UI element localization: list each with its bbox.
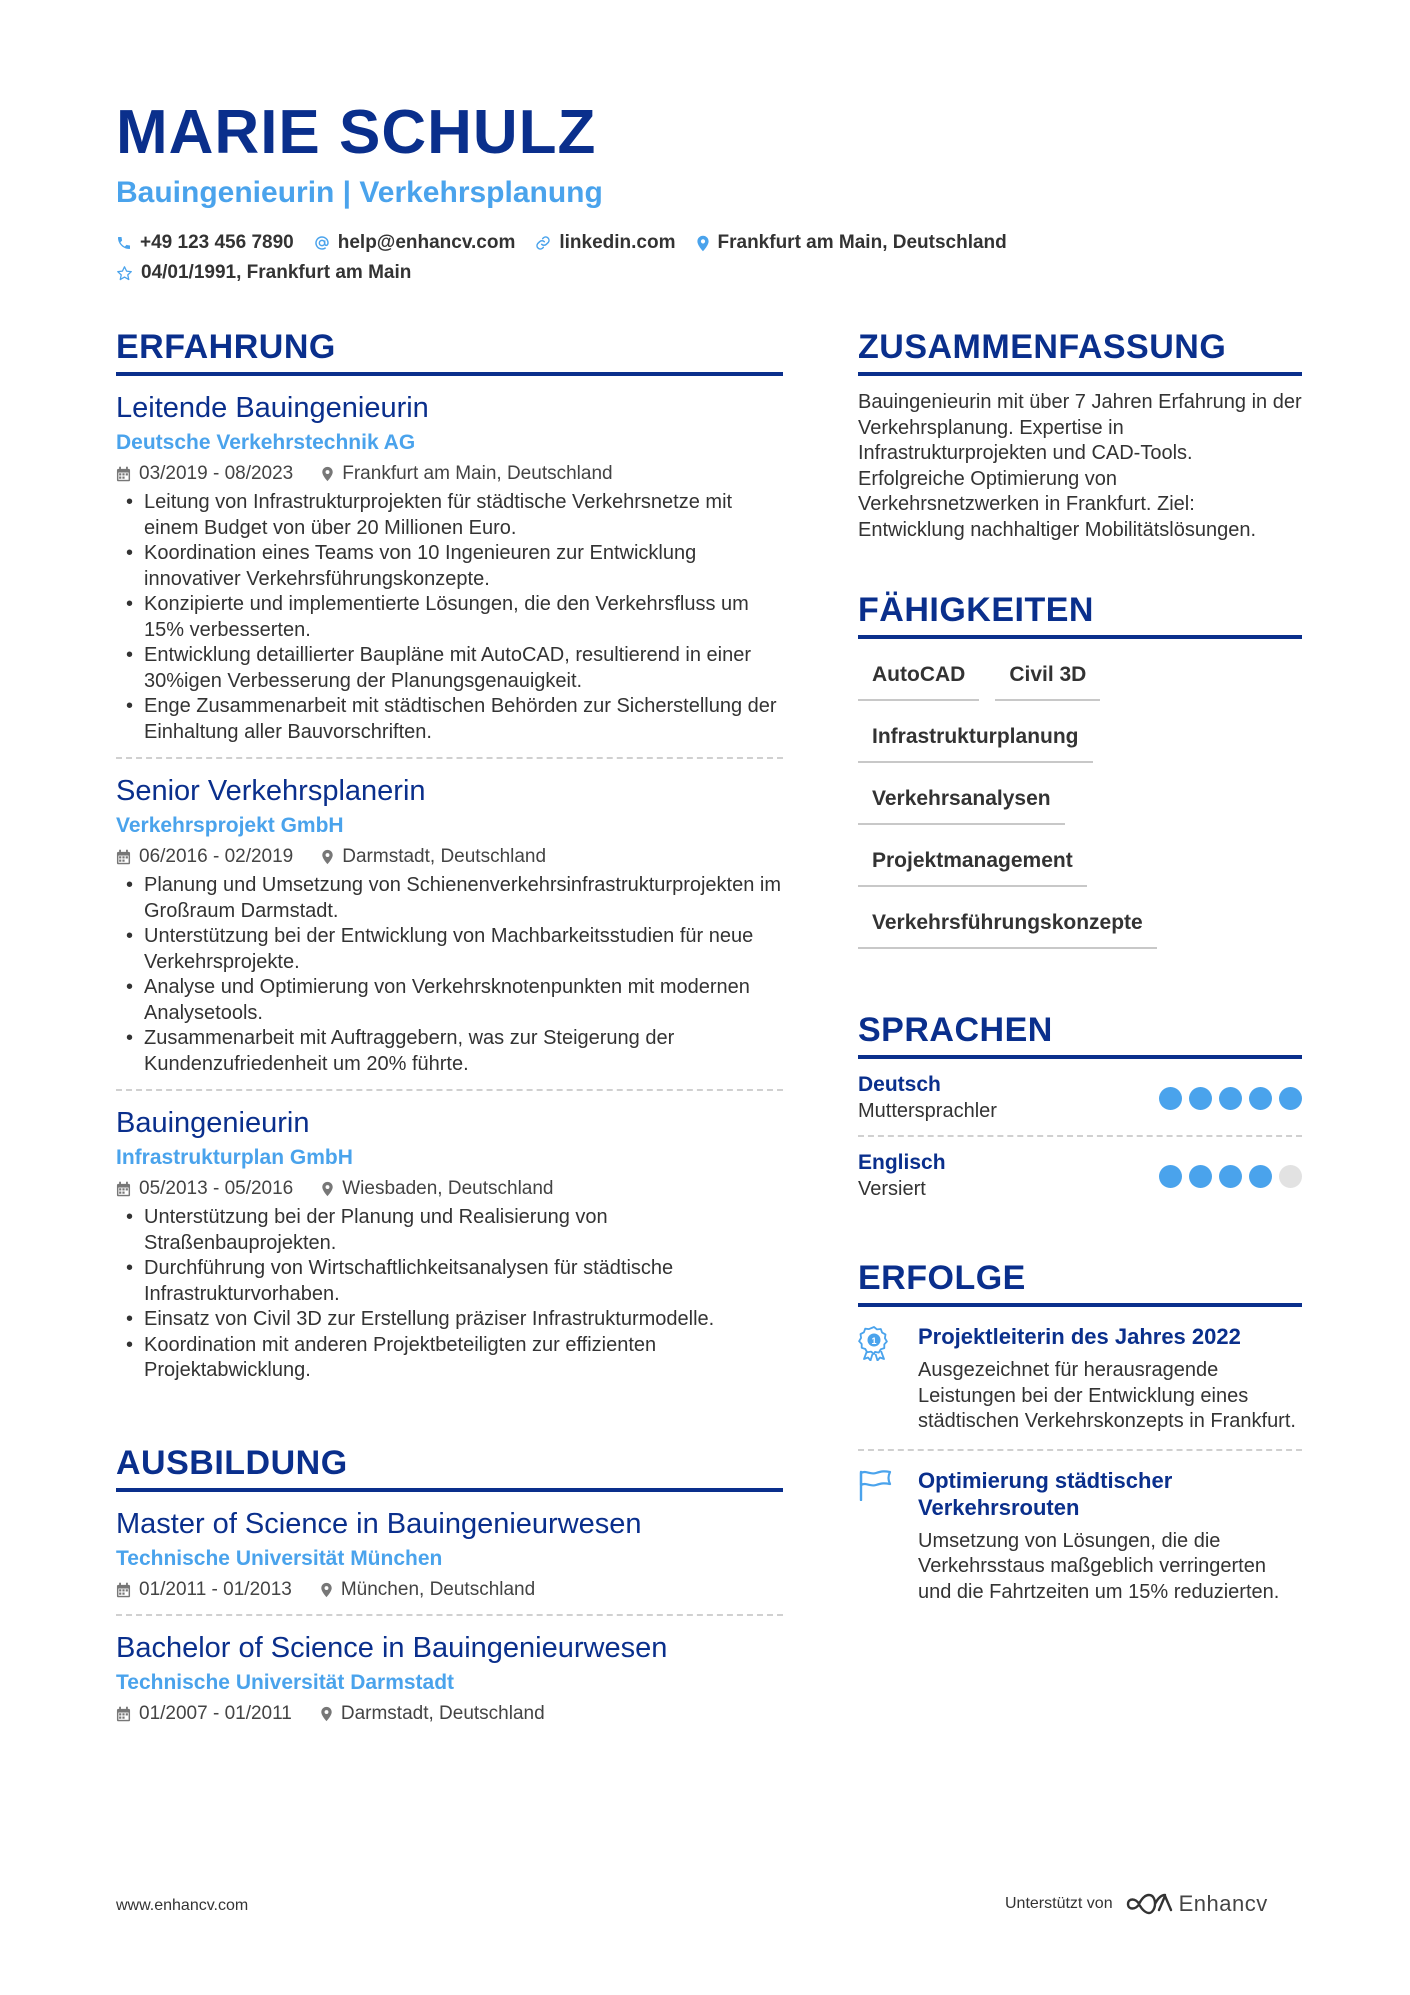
language-rating (1152, 1165, 1302, 1188)
calendar-icon (116, 1582, 131, 1598)
job-title: Leitende Bauingenieurin (116, 392, 429, 424)
contact-info (116, 228, 1316, 288)
rating-dot-filled (1159, 1087, 1182, 1110)
experience-heading: ERFAHRUNG (116, 326, 783, 376)
school-name: Technische Universität Darmstadt (116, 1670, 455, 1694)
location-pin-icon (320, 1582, 333, 1598)
achievement-description: Umsetzung von Lösungen, die die Verkehrsstaus maßgeblich verringerten und die Fahrtzeiten um 15% reduzierten. (918, 1529, 1280, 1603)
location-pin-icon (320, 1706, 333, 1722)
calendar-icon (116, 1706, 131, 1722)
job-meta (116, 843, 783, 871)
job-company: Verkehrsprojekt GmbH (116, 814, 344, 837)
language-level: Muttersprachler (858, 1100, 997, 1122)
summary-heading: ZUSAMMENFASSUNG (858, 326, 1302, 376)
left-column (116, 326, 783, 1738)
experience-section (116, 326, 783, 1396)
languages-heading: SPRACHEN (858, 1009, 1302, 1059)
candidate-name: MARIE SCHULZ (116, 98, 597, 167)
job-dates: 05/2013 - 05/2016 (139, 1178, 294, 1199)
location-text: Frankfurt am Main, Deutschland (717, 232, 1007, 253)
svg-text:1: 1 (871, 1336, 877, 1346)
bullet-item: • Konzipierte und implementierte Lösungen, die den Verkehrsfluss um 15% verbesserten. (116, 592, 783, 643)
phone-text: +49 123 456 7890 (140, 232, 294, 253)
bullet-item: • Koordination mit anderen Projektbeteiligten zur effizienten Projektabwicklung. (116, 1333, 783, 1384)
job-location: Wiesbaden, Deutschland (342, 1178, 554, 1199)
email-text: help@enhancv.com (337, 232, 516, 253)
rating-dot-filled (1189, 1165, 1212, 1188)
rating-dot-filled (1249, 1165, 1272, 1188)
skill-tag: AutoCAD (858, 655, 979, 701)
education-dates: 01/2007 - 01/2011 (139, 1702, 292, 1724)
at-icon (314, 235, 330, 251)
education-meta (116, 1576, 783, 1604)
bullet-item: • Enge Zusammenarbeit mit städtischen Behörden zur Sicherstellung der Einhaltung aller Bauvorschriften. (116, 694, 783, 745)
education-location: München, Deutschland (340, 1578, 536, 1600)
footer-powered-by (1005, 1890, 1268, 1918)
footer-website[interactable]: www.enhancv.com (116, 1897, 249, 1914)
bullet-item: • Unterstützung bei der Planung und Realisierung von Straßenbauprojekten. (116, 1205, 783, 1256)
education-meta (116, 1700, 783, 1728)
languages-section (858, 1009, 1302, 1213)
job-meta (116, 460, 783, 488)
bullet-item: • Unterstützung bei der Entwicklung von Machbarkeitsstudien für neue Verkehrsprojekte. (116, 924, 783, 975)
skills-list (858, 655, 1302, 965)
education-section (116, 1442, 783, 1738)
bullet-item: • Entwicklung detaillierter Baupläne mit AutoCAD, resultierend in einer 30%igen Verbesserung der Planungsgenauigkeit. (116, 643, 783, 694)
job-meta (116, 1175, 783, 1203)
job-location: Darmstadt, Deutschland (342, 846, 547, 867)
rating-dot-filled (1159, 1165, 1182, 1188)
skill-tag: Verkehrsanalysen (858, 779, 1065, 825)
email-item[interactable] (314, 232, 516, 254)
calendar-icon (116, 466, 131, 482)
rating-dot-filled (1219, 1165, 1242, 1188)
achievement-entry (858, 1451, 1302, 1620)
rating-dot-filled (1249, 1087, 1272, 1110)
education-heading: AUSBILDUNG (116, 1442, 783, 1492)
education-location: Darmstadt, Deutschland (340, 1702, 545, 1724)
job-location: Frankfurt am Main, Deutschland (342, 463, 613, 484)
job-entry (116, 376, 783, 759)
bullet-item: • Durchführung von Wirtschaftlichkeitsanalysen für städtische Infrastrukturvorhaben. (116, 1256, 783, 1307)
achievement-title: Optimierung städtischer Verkehrsrouten (918, 1467, 1173, 1520)
summary-text: Bauingenieurin mit über 7 Jahren Erfahrung in der Verkehrsplanung. Expertise in Infrastrukturprojekten und CAD-Tools. Erfolgreiche Optimierung von Verkehrsnetzwerken in Frankfurt. Ziel: Entwicklung nachhaltiger Mobilitätslösungen. (858, 391, 1302, 541)
language-entry (858, 1137, 1302, 1213)
flag-icon (858, 1469, 894, 1501)
skill-tag: Civil 3D (995, 655, 1100, 701)
bullet-item: • Koordination eines Teams von 10 Ingenieuren zur Entwicklung innovativer Verkehrsführungskonzepte. (116, 541, 783, 592)
enhancv-logo-icon (1125, 1890, 1173, 1918)
job-title: Senior Verkehrsplanerin (116, 775, 426, 807)
rating-dot-filled (1189, 1087, 1212, 1110)
achievement-entry (858, 1307, 1302, 1451)
education-entry (116, 1616, 783, 1738)
birth-text: 04/01/1991, Frankfurt am Main (141, 262, 412, 283)
language-rating (1152, 1087, 1302, 1110)
job-dates: 03/2019 - 08/2023 (139, 463, 294, 484)
phone-icon (116, 235, 132, 251)
bullet-item: • Leitung von Infrastrukturprojekten für städtische Verkehrsnetze mit einem Budget von über 20 Millionen Euro. (116, 490, 783, 541)
achievements-heading: ERFOLGE (858, 1257, 1302, 1307)
calendar-icon (116, 1181, 131, 1197)
language-entry (858, 1059, 1302, 1137)
phone-item (116, 232, 294, 254)
bullet-item: • Einsatz von Civil 3D zur Erstellung präziser Infrastrukturmodelle. (116, 1307, 783, 1333)
language-name: Deutsch (858, 1073, 941, 1096)
linkedin-item[interactable] (535, 232, 675, 254)
education-dates: 01/2011 - 01/2013 (139, 1578, 292, 1600)
bullet-item: • Zusammenarbeit mit Auftraggebern, was zur Steigerung der Kundenzufriedenheit um 20% führte. (116, 1026, 783, 1077)
location-pin-icon (321, 466, 334, 482)
achievement-description: Ausgezeichnet für herausragende Leistungen bei der Entwicklung eines städtischen Verkehrskonzepts in Frankfurt. (918, 1359, 1296, 1432)
language-level: Versiert (858, 1178, 926, 1200)
job-company: Deutsche Verkehrstechnik AG (116, 431, 416, 454)
linkedin-text: linkedin.com (559, 232, 676, 253)
footer-brand: Enhancv (1178, 1891, 1268, 1916)
right-column (858, 326, 1302, 1619)
location-pin-icon (321, 849, 334, 865)
skill-tag: Infrastrukturplanung (858, 717, 1093, 763)
job-bullets (116, 1205, 783, 1384)
location-pin-icon (696, 235, 710, 252)
school-name: Technische Universität München (116, 1546, 443, 1570)
birth-item (116, 262, 411, 284)
job-title: Bauingenieurin (116, 1107, 310, 1139)
bullet-item: • Planung und Umsetzung von Schienenverkehrsinfrastrukturprojekten im Großraum Darmstadt. (116, 873, 783, 924)
star-icon (116, 265, 133, 282)
degree-title: Master of Science in Bauingenieurwesen (116, 1507, 642, 1540)
skill-tag: Verkehrsführungskonzepte (858, 903, 1157, 949)
rating-dot-filled (1219, 1087, 1242, 1110)
skill-tag: Projektmanagement (858, 841, 1087, 887)
location-item (696, 232, 1007, 254)
rating-dot-filled (1279, 1087, 1302, 1110)
calendar-icon (116, 849, 131, 865)
education-entry (116, 1492, 783, 1616)
candidate-subtitle: Bauingenieurin | Verkehrsplanung (116, 176, 603, 209)
skills-heading: FÄHIGKEITEN (858, 589, 1302, 639)
footer-powered-text: Unterstützt von (1005, 1895, 1113, 1912)
achievement-title: Projektleiterin des Jahres 2022 (918, 1324, 1241, 1349)
achievements-section (858, 1257, 1302, 1619)
job-bullets (116, 873, 783, 1077)
rating-dot-empty (1279, 1165, 1302, 1188)
language-name: Englisch (858, 1151, 946, 1174)
skills-section (858, 589, 1302, 965)
degree-title: Bachelor of Science in Bauingenieurwesen (116, 1631, 668, 1664)
location-pin-icon (321, 1181, 334, 1197)
summary-section (858, 326, 1302, 543)
award-icon (858, 1325, 890, 1361)
job-entry (116, 1091, 783, 1396)
link-icon (535, 235, 551, 251)
bullet-item: • Analyse und Optimierung von Verkehrsknotenpunkten mit modernen Analysetools. (116, 975, 783, 1026)
job-bullets (116, 490, 783, 745)
job-company: Infrastrukturplan GmbH (116, 1146, 353, 1169)
job-dates: 06/2016 - 02/2019 (139, 846, 294, 867)
job-entry (116, 759, 783, 1091)
